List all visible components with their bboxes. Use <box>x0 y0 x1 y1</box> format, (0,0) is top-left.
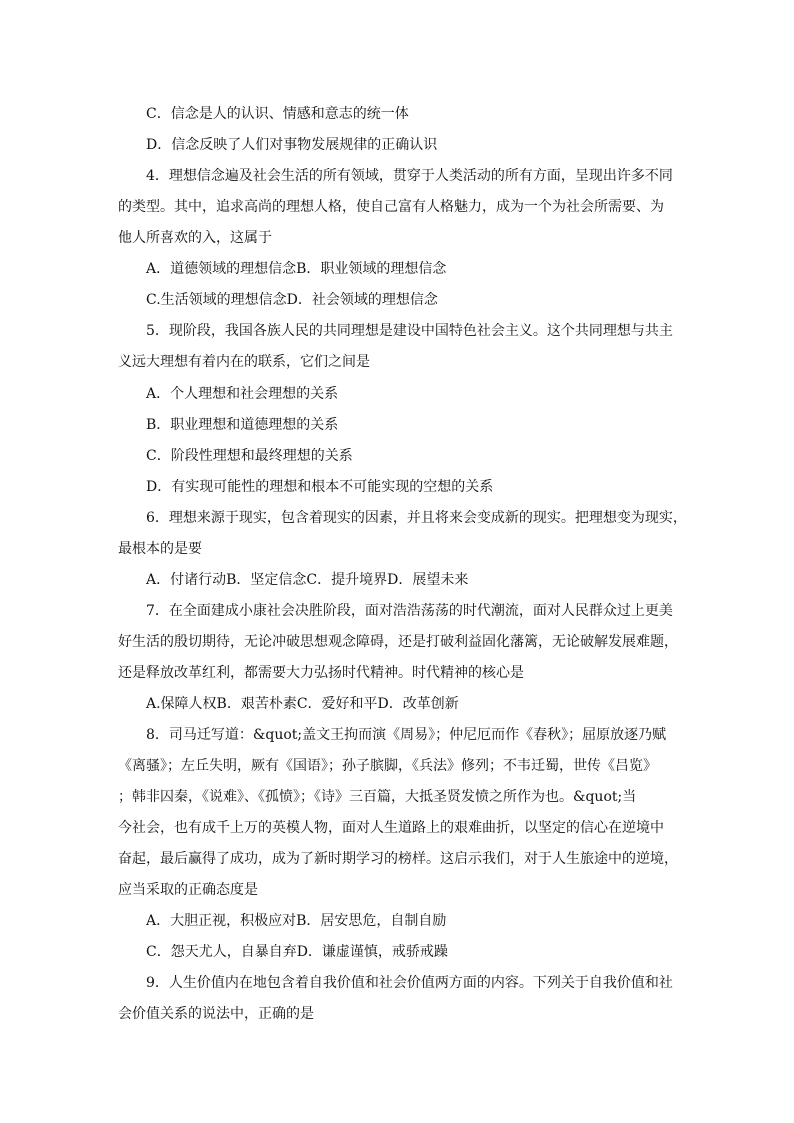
question-7-options: A.保障人权B．艰苦朴素C．爱好和平D．改革创新 <box>146 696 459 712</box>
question-8-options: C．怨天尤人，自暴自弃D．谦虚谨慎，戒骄戒躁 <box>146 944 448 960</box>
option-d-line: D．信念反映了人们对事物发展规律的正确认识 <box>146 137 438 153</box>
question-6-options: A．付诸行动B．坚定信念C．提升境界D．展望未来 <box>146 572 469 588</box>
question-5-option-c: C．阶段性理想和最终理想的关系 <box>146 448 353 464</box>
question-7-text: 还是释放改革红利，都需要大力弘扬时代精神。时代精神的核心是 <box>118 665 524 681</box>
question-8-text: 奋起，最后赢得了成功，成为了新时期学习的榜样。这启示我们，对于人生旅途中的逆境， <box>118 851 678 867</box>
question-5-text: 义远大理想有着内在的联系，它们之间是 <box>118 354 370 370</box>
question-4-options: A．道德领域的理想信念B．职业领域的理想信念 <box>146 261 447 277</box>
question-4-text: 的类型。其中，追求高尚的理想人格，使自己富有人格魅力，成为一个为社会所需要、为 <box>118 199 664 215</box>
question-8-text: 8．司马迁写道：&quot;盖文王拘而演《周易》；仲尼厄而作《春秋》；屈原放逐乃赋 <box>146 727 667 743</box>
question-4-options: C.生活领域的理想信念D．社会领域的理想信念 <box>146 292 438 308</box>
question-4-text: 4．理想信念遍及社会生活的所有领域，贯穿于人类活动的所有方面，呈现出许多不同 <box>146 168 673 184</box>
question-5-option-a: A．个人理想和社会理想的关系 <box>146 386 339 402</box>
question-8-options: A．大胆正视，积极应对B．居安思危，自制自励 <box>146 913 447 929</box>
question-7-text: 7．在全面建成小康社会决胜阶段，面对浩浩荡荡的时代潮流，面对人民群众过上更美 <box>146 603 673 619</box>
question-5-option-b: B．职业理想和道德理想的关系 <box>146 417 339 433</box>
question-5-option-d: D．有实现可能性的理想和根本不可能实现的空想的关系 <box>146 479 494 495</box>
question-5-text: 5．现阶段，我国各族人民的共同理想是建设中国特色社会主义。这个共同理想与共主 <box>146 323 673 339</box>
option-c-line: C．信念是人的认识、情感和意志的统一体 <box>146 106 409 122</box>
question-7-text: 好生活的殷切期待，无论冲破思想观念障碍，还是打破利益固化藩篱，无论破解发展难题， <box>118 634 678 650</box>
question-9-text: 9．人生价值内在地包含着自我价值和社会价值两方面的内容。下列关于自我价值和社 <box>146 975 673 991</box>
question-4-text: 他人所喜欢的入，这属于 <box>118 230 272 246</box>
question-6-text: 最根本的是要 <box>118 541 202 557</box>
question-8-text: 《离骚》；左丘失明，厥有《国语》；孙子膑脚，《兵法》修列；不韦迁蜀，世传《吕览》 <box>118 758 657 774</box>
question-9-text: 会价值关系的说法中，正确的是 <box>118 1006 314 1022</box>
question-8-text: ；韩非囚秦，《说难》、《孤愤》；《诗》三百篇，大抵圣贤发愤之所作为也。&quot;当 <box>118 789 637 805</box>
question-8-text: 应当采取的正确态度是 <box>118 882 258 898</box>
question-6-text: 6．理想来源于现实，包含着现实的因素，并且将来会变成新的现实。把理想变为现实， <box>146 510 687 526</box>
question-8-text: 今社会，也有成千上万的英模人物，面对人生道路上的艰难曲折，以坚定的信心在逆境中 <box>118 820 664 836</box>
